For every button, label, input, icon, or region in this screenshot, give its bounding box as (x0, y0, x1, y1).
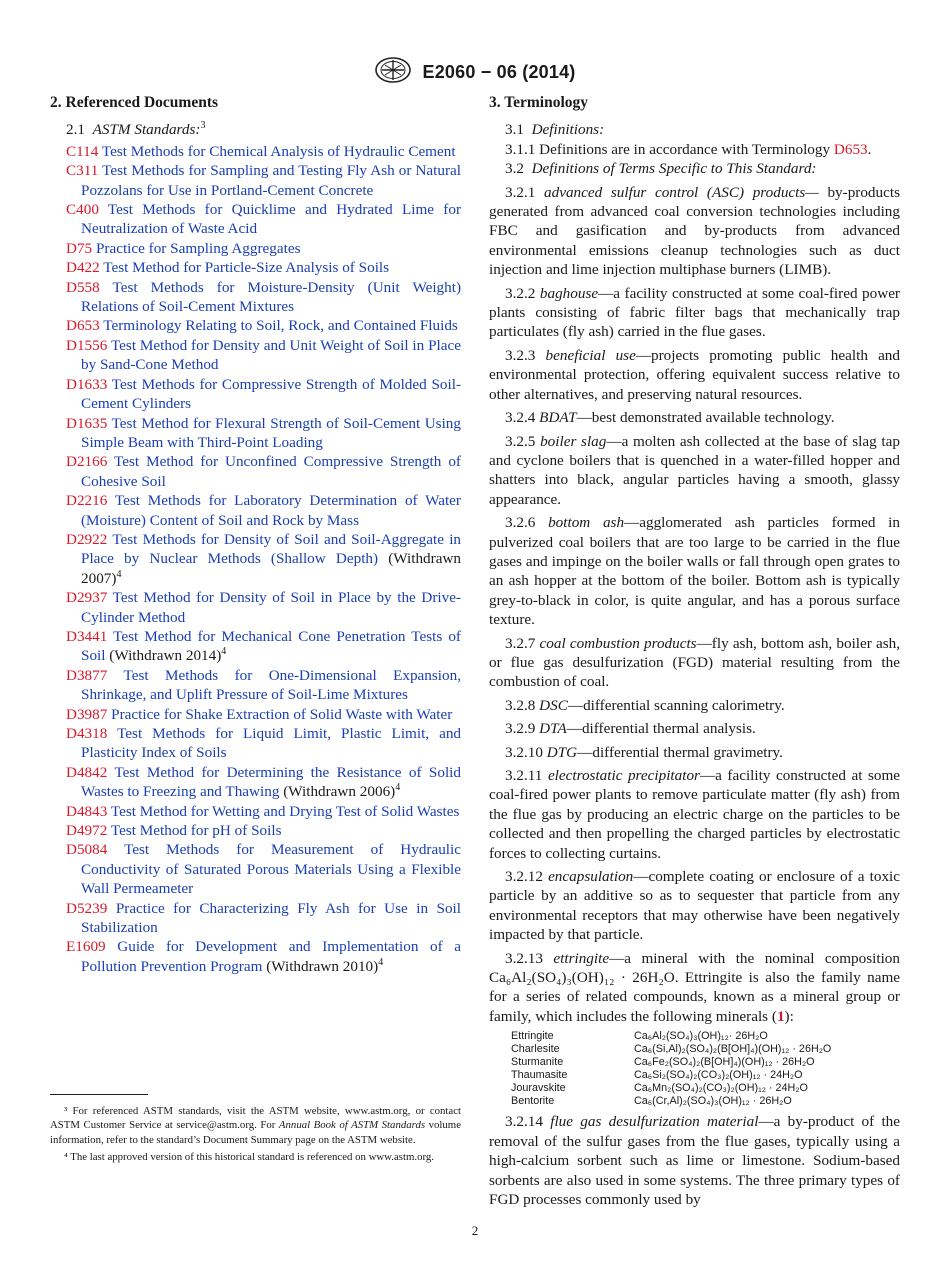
d653-link[interactable]: D653 (833, 140, 868, 158)
citation-link[interactable]: 1 (776, 1007, 785, 1025)
reference-code-link[interactable]: D5084 (66, 841, 108, 859)
term-text: —a facility constructed at some coal-fired power plants consisting of fabric filter bags that mechanically trap particulates (fly ash) carried in the flue gases. (489, 284, 900, 341)
term-number: 3.2.8 (505, 696, 536, 714)
mineral-name: Sturmanite (511, 1056, 564, 1069)
term-text: —differential thermal gravimetry. (577, 743, 783, 761)
term-definition (489, 432, 900, 510)
mineral-formula: Ca₆(Si,Al)₂(SO₄)₂(B[OH]₄)(OH)₁₂ · 26H₂O (634, 1043, 832, 1056)
term-name: bottom ash (548, 514, 625, 532)
reference-code-link[interactable]: D2937 (66, 589, 108, 607)
document-id: E2060 − 06 (2014) (422, 62, 576, 82)
astm-standards-heading (66, 120, 461, 139)
reference-code-link[interactable]: D558 (66, 278, 100, 296)
subsection-label: ASTM Standards: (92, 121, 201, 139)
term-name: BDAT (539, 409, 577, 427)
reference-item (50, 200, 461, 239)
term-list (489, 183, 900, 945)
reference-title-link[interactable]: Test Methods for Moisture-Density (Unit Weight) Relations of Soil-Cement Mixtures (81, 278, 461, 316)
right-column (489, 93, 900, 1209)
reference-code-link[interactable]: C114 (66, 142, 99, 160)
withdrawn-note: (Withdrawn 2014) (105, 647, 222, 665)
reference-item (50, 491, 461, 530)
reference-code-link[interactable]: D4318 (66, 725, 108, 742)
footnote-marker: 3 (200, 120, 206, 132)
term-definition (489, 513, 900, 629)
mineral-formula: Ca₆Si₂(SO₄)₂(CO₃)₂(OH)₁₂ · 24H₂O (634, 1069, 803, 1082)
reference-code-link[interactable]: D4843 (66, 802, 108, 820)
reference-code-link[interactable]: E1609 (66, 938, 106, 956)
mineral-name: Bentorite (511, 1095, 555, 1108)
mineral-formula: Ca₆Al₂(SO₄)₃(OH)₁₂· 26H₂O (634, 1030, 768, 1043)
footnote-marker: 4 (221, 646, 227, 658)
term-number: 3.2.3 (505, 346, 536, 364)
reference-title-link[interactable]: Practice for Sampling Aggregates (95, 239, 301, 257)
reference-title-link[interactable]: Terminology Relating to Soil, Rock, and Contained Fluids (103, 317, 458, 335)
reference-item (50, 161, 461, 200)
reference-title-link[interactable]: Test Method for Density of Soil in Place by the Drive-Cylinder Method (81, 589, 461, 626)
term-name: boiler slag (540, 432, 607, 450)
reference-list (50, 142, 461, 976)
withdrawn-note: (Withdrawn 2006) (279, 783, 396, 801)
term-definition (489, 696, 900, 715)
reference-code-link[interactable]: D2166 (66, 453, 108, 471)
footnote-marker: 4 (378, 956, 384, 968)
term-number: 3.2.9 (505, 720, 536, 738)
term-number: 3.2.10 (505, 743, 543, 761)
reference-item (50, 705, 461, 724)
reference-item (50, 588, 461, 627)
mineral-name: Thaumasite (511, 1069, 568, 1082)
reference-code-link[interactable]: D4842 (66, 763, 108, 781)
term-definition (489, 743, 900, 762)
reference-title-link[interactable]: Test Methods for Chemical Analysis of Hydraulic Cement (101, 142, 456, 160)
reference-code-link[interactable]: D2216 (66, 492, 108, 510)
reference-item (50, 840, 461, 898)
mineral-formula: Ca₆Mn₂(SO₄)₂(CO₃)₂(OH)₁₂ · 24H₂O (634, 1082, 808, 1095)
definitions-text: 3.1.1 Definitions are in accordance with Terminology D653. (505, 140, 872, 158)
reference-title-link[interactable]: Test Method for Unconfined Compressive Strength of Cohesive Soil (81, 453, 461, 490)
mineral-row (511, 1095, 900, 1108)
term-text: —complete coating or enclosure of a toxic particle by an additive so as to sequester that particle from any environmental receptors that may otherwise have been negatively impacted by that particle. (489, 868, 900, 944)
reference-item (50, 414, 461, 453)
section-title-terminology: 3. Terminology (489, 94, 589, 111)
reference-title-link[interactable]: Test Methods for Laboratory Determination of Water (Moisture) Content of Soil and Rock by Mass (81, 492, 461, 529)
subsection-number: 2.1 (66, 121, 85, 139)
reference-item (50, 239, 461, 258)
reference-title-link[interactable]: Practice for Characterizing Fly Ash for Use in Soil Stabilization (81, 899, 461, 937)
reference-code-link[interactable]: D653 (66, 317, 100, 335)
reference-title-link[interactable]: Test Method for pH of Soils (110, 822, 282, 840)
definitions-heading: 3.1 Definitions: (505, 121, 605, 139)
reference-code-link[interactable]: D4972 (66, 822, 108, 840)
term-definition (489, 346, 900, 404)
term-number: 3.2.2 (505, 284, 536, 302)
reference-title-link[interactable]: Test Method for Density and Unit Weight of Soil in Place by Sand-Cone Method (81, 336, 461, 374)
mineral-formula: Ca₆Fe₂(SO₄)₂(B[OH]₄)(OH)₁₂ · 26H₂O (634, 1056, 815, 1069)
term-text: —fly ash, bottom ash, boiler ash, or flue gas desulfurization (FGD) material resulting from the combustion of coal. (489, 634, 900, 691)
page-header (0, 56, 950, 89)
footnote-3: ³ For referenced ASTM standards, visit the ASTM website, www.astm.org, or contact ASTM Customer Service at service@astm.org. For Annual Book of ASTM Standards volume information, refer to the standard’s Document Summary page on the ASTM website. (50, 1105, 461, 1146)
reference-item (50, 452, 461, 491)
reference-item (50, 316, 461, 335)
reference-title-link[interactable]: Test Methods for Liquid Limit, Plastic Limit, and Plasticity Index of Soils (81, 725, 462, 762)
footnotes (50, 1104, 461, 1168)
term-definition (489, 183, 900, 280)
reference-item (50, 937, 461, 976)
reference-code-link[interactable]: D2922 (66, 530, 108, 548)
reference-title-link[interactable]: Test Method for Mechanical Cone Penetration Tests of Soil (81, 627, 461, 665)
term-number: 3.2.6 (505, 514, 536, 532)
reference-title-link[interactable]: Test Methods for Compressive Strength of Molded Soil-Cement Cylinders (81, 375, 461, 413)
reference-title-link[interactable]: Test Method for Flexural Strength of Soil-Cement Using Simple Beam with Third-Point Loading (81, 414, 461, 451)
mineral-row (511, 1030, 900, 1043)
reference-title-link[interactable]: Test Method for Determining the Resistance of Solid Wastes to Freezing and Thawing (81, 763, 461, 801)
term-text: by-products generated from advanced coal conversion technologies including FBC and gasification and by-products from advanced environmental emissions cleanup technologies such as duct injection and lime injection multiphase burners (LIMB). (489, 183, 900, 279)
reference-item (50, 530, 461, 588)
term-text: —differential thermal analysis. (566, 720, 756, 738)
reference-code-link[interactable]: C311 (66, 162, 99, 180)
withdrawn-note: (Withdrawn 2007) (81, 550, 461, 587)
reference-item (50, 724, 461, 763)
section-title-referenced-documents: 2. Referenced Documents (50, 94, 219, 111)
term-definition (489, 766, 900, 863)
term-flue-gas-desulfurization: 3.2.14 flue gas desulfurization material—a by-product of the removal of the sulfur gases from the flue gases, typically using a high-calcium sorbent such as lime or limestone. Sodium-based sorbents are also used in some systems. The three primary types of FGD processes commonly used by (489, 1113, 900, 1208)
reference-title-link[interactable]: Test Methods for Sampling and Testing Fly Ash or Natural Pozzolans for Use in Portland-Cement Concrete (81, 162, 461, 199)
mineral-name: Charlesite (511, 1043, 560, 1056)
reference-code-link[interactable]: D3877 (66, 666, 108, 684)
reference-item (50, 666, 461, 705)
reference-code-link[interactable]: D422 (66, 259, 100, 277)
astm-logo-icon (374, 56, 412, 89)
term-name: advanced sulfur control (ASC) products— (544, 183, 819, 201)
reference-item (50, 899, 461, 938)
reference-item (50, 802, 461, 821)
footnote-marker: 4 (116, 568, 122, 580)
term-text: —projects promoting public health and environmental protection, offering equivalent success relative to other alternatives, and preserving natural resources. (489, 346, 900, 403)
left-column (50, 93, 461, 976)
footnote-divider (50, 1094, 148, 1095)
term-name: encapsulation (548, 868, 634, 886)
reference-title-link[interactable]: Practice for Shake Extraction of Solid Waste with Water (111, 705, 453, 723)
term-name: beneficial use (545, 346, 636, 364)
term-name: electrostatic precipitator (547, 767, 700, 784)
mineral-table (511, 1030, 900, 1108)
term-number: 3.2.5 (505, 432, 536, 450)
term-definition (489, 284, 900, 342)
footnote-marker: 4 (395, 782, 401, 794)
term-text: —a facility constructed at some coal-fired power plants to remove particulate matter (fly ash) from the flue gas by producing an electric charge on the particles to be collected and then propelling the charged particles by electrostatic forces to collecting curtains. (489, 767, 901, 862)
mineral-row (511, 1082, 900, 1095)
mineral-row (511, 1056, 900, 1069)
term-ettringite: 3.2.13 ettringite—a mineral with the nominal composition Ca₆Al₂(SO₄)₃(OH)₁₂ · 26H₂O. Ettringite is also the family name for a series of related compounds, known as a mineral group or family, which includes the following minerals (1): (489, 949, 900, 1025)
term-text: —agglomerated ash particles formed in pulverized coal boilers that are too large to be carried in the flue gases and impinge on the boiler walls or fall through open grates to an ash hopper at the bottom of the boiler. Bottom ash is typically grey-to-black in color, is quite angular, and has a porous surface texture. (489, 514, 900, 629)
term-name: DTA (539, 720, 567, 738)
term-number: 3.2.11 (505, 767, 543, 784)
term-definition (489, 867, 900, 945)
reference-code-link[interactable]: D1556 (66, 336, 108, 354)
term-definition (489, 634, 900, 692)
reference-item (50, 278, 461, 317)
reference-title-link[interactable]: Test Method for Particle-Size Analysis of Soils (103, 259, 390, 277)
term-definition (489, 408, 900, 427)
term-name: DSC (539, 696, 568, 714)
reference-item (50, 627, 461, 666)
reference-code-link[interactable]: D3441 (66, 627, 108, 645)
footnote-4: ⁴ The last approved version of this historical standard is referenced on www.astm.org. (64, 1151, 434, 1164)
reference-item (50, 258, 461, 277)
reference-item (50, 142, 461, 161)
term-number: 3.2.1 (505, 183, 536, 201)
reference-title-link[interactable]: Test Method for Wetting and Drying Test of Solid Wastes (110, 802, 460, 820)
page-number: 2 (471, 1223, 479, 1238)
term-definition (489, 719, 900, 738)
term-number: 3.2.12 (505, 868, 543, 886)
reference-item (50, 821, 461, 840)
term-text: —best demonstrated available technology. (576, 409, 835, 427)
reference-item (50, 336, 461, 375)
reference-item (50, 375, 461, 414)
term-number: 3.2.7 (505, 634, 536, 652)
withdrawn-note: (Withdrawn 2010) (262, 957, 379, 975)
reference-title-link[interactable]: Guide for Development and Implementation of a Pollution Prevention Program (81, 938, 462, 975)
reference-code-link[interactable]: D1633 (66, 375, 108, 393)
reference-title-link[interactable]: Test Methods for Quicklime and Hydrated Lime for Neutralization of Waste Acid (81, 201, 461, 238)
mineral-name: Ettringite (511, 1030, 554, 1043)
term-number: 3.2.4 (505, 409, 536, 427)
reference-title-link[interactable]: Test Methods for Density of Soil and Soil-Aggregate in Place by Nuclear Methods (Shallow Depth) (81, 530, 462, 568)
term-name: baghouse (539, 284, 599, 302)
reference-code-link[interactable]: D3987 (66, 705, 108, 723)
term-text: —a molten ash collected at the base of slag tap and cyclone boilers that is quenched in a water-filled hopper and shatters into black, angular particles having a smooth, glassy appearance. (489, 432, 900, 508)
term-name: DTG (546, 743, 578, 761)
mineral-row (511, 1043, 900, 1056)
mineral-name: Jouravskite (511, 1082, 566, 1095)
ettringite-formula: Ca₆Al₂(SO₄)₃(OH)₁₂ · 26H₂O (489, 969, 675, 987)
mineral-formula: Ca₆(Cr,Al)₂(SO₄)₃(OH)₁₂ · 26H₂O (634, 1095, 792, 1108)
reference-item (50, 763, 461, 802)
reference-code-link[interactable]: D75 (66, 239, 93, 257)
mineral-row (511, 1069, 900, 1082)
reference-code-link[interactable]: C400 (66, 201, 99, 219)
reference-code-link[interactable]: D1635 (66, 414, 108, 432)
reference-title-link[interactable]: Test Methods for One-Dimensional Expansion, Shrinkage, and Uplift Pressure of Soil-Lime Mixtures (81, 666, 462, 704)
reference-code-link[interactable]: D5239 (66, 899, 108, 917)
reference-title-link[interactable]: Test Methods for Measurement of Hydraulic Conductivity of Saturated Porous Materials Using a Flexible Wall Permeameter (81, 841, 461, 898)
term-text: —differential scanning calorimetry. (567, 696, 785, 714)
specific-definitions-heading: 3.2 Definitions of Terms Specific to This Standard: (505, 160, 817, 178)
term-name: coal combustion products (539, 634, 697, 652)
